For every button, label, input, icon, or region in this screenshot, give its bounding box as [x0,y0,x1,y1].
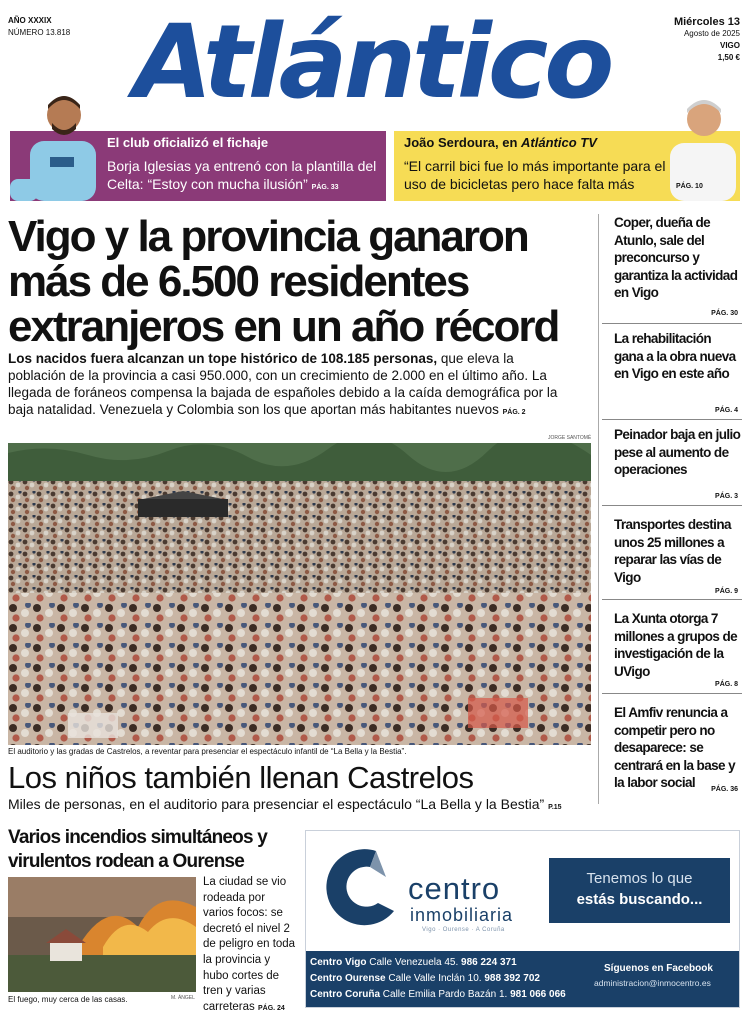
fire-caption: El fuego, muy cerca de las casas. [8,995,128,1004]
teaser-right-page: PÁG. 10 [676,183,703,190]
fire-body: La ciudad se vio rodeada por varios focos: se decretó el nivel 2 de peligro en toda la provincia y hubo cortes de tren y varias carreteras PÁG. 24 [203,876,296,1013]
ad-office-coruna: Centro Coruña Calle Emilia Pardo Bazán 1. 981 066 066 [310,989,566,1000]
ad-facebook[interactable]: Síguenos en Facebook [604,963,713,974]
right-story-1[interactable] [602,214,742,324]
right-story-3-title: Peinador baja en julio pese al aumento de operaciones [614,427,741,477]
ad-slogan-line2: estás buscando... [576,891,703,908]
teaser-celta[interactable] [10,131,386,201]
real-estate-ad[interactable] [305,830,740,1008]
ad-brand-name: centro [408,871,501,906]
right-story-3-page: PÁG. 3 [715,493,738,500]
main-deck-page: PÁG. 2 [502,409,526,416]
footballer-photo-icon [10,87,102,201]
sub-deck-page: P.15 [548,804,562,811]
teaser-right-body: “El carril bici fue lo más importante para el uso de bicicletas pero hace falta más [404,158,666,192]
right-story-4[interactable] [602,516,742,600]
main-deck-lead: Los nacidos fuera alcanzan un tope histórico de 108.185 personas, [8,351,438,366]
ad-cities: Vigo · Ourense · A Coruña [422,927,505,933]
centro-logo-icon [316,841,406,931]
sub-headline[interactable]: Los niños también llenan Castrelos [8,760,474,795]
ad-office-ourense: Centro Ourense Calle Valle Inclán 10. 988 392 702 [310,973,540,984]
right-story-4-title: Transportes destina unos 25 millones a reparar las vías de Vigo [614,517,731,585]
ad-contact-bar [306,951,739,1007]
fire-photo[interactable] [8,877,196,992]
price-label: 1,50 € [717,53,740,62]
right-story-1-page: PÁG. 30 [711,310,738,317]
issue-number: NÚMERO 13.818 [8,28,71,37]
right-story-2-title: La rehabilitación gana a la obra nueva en Vigo en este año [614,331,736,381]
date-month-year: Agosto de 2025 [683,29,740,38]
photo-credit: JORGE SANTOMÉ [548,435,592,441]
right-story-6-page: PÁG. 36 [711,786,738,793]
issue-meta [8,15,70,39]
sub-deck: Miles de personas, en el auditorio para presenciar el espectáculo “La Bella y la Bestia” P.15 [8,796,562,812]
right-story-6[interactable] [602,704,742,804]
ad-brand-sub: inmobiliaria [410,905,514,925]
fire-headline[interactable]: Varios incendios simultáneos y virulentos rodean a Ourense [8,827,267,872]
right-story-5-title: La Xunta otorga 7 millones a grupos de investigación de la UVigo [614,611,738,679]
teaser-left-page: PÁG. 33 [311,184,339,191]
right-story-3[interactable] [602,426,742,506]
date-day: Miércoles 13 [673,16,740,28]
right-story-5[interactable] [602,610,742,694]
newspaper-logo[interactable]: Atlántico [133,3,611,122]
teaser-left-body: Borja Iglesias ya entrenó con la plantilla del Celta: “Estoy con mucha ilusión” PÁG. 33 [107,158,377,192]
fire-credit: M. ÁNGEL [171,995,195,1001]
right-story-1-title: Coper, dueña de Atunlo, sale del preconcurso y garantiza la actividad en Vigo [614,215,738,300]
teaser-right-title: João Serdoura, en Atlántico TV [404,135,597,150]
edition-label: VIGO [719,41,740,50]
right-story-2[interactable] [602,330,742,420]
crowd-image-icon [8,443,591,745]
main-deck-text: que eleva la población de la provincia a casi 950.000, con un crecimiento de 2.000 en el último año. La llegada de foráneos compensa la bajada de españoles debido a la caída demográfica por la baja natalidad. Venezuela y Colombia son los que aportan más habitantes nuevos [8,351,558,417]
photo-caption: El auditorio y las gradas de Castrelos, a reventar para presenciar el espectáculo infantil de “La Bella y la Bestia”. [8,747,407,756]
crowd-photo[interactable] [8,443,591,745]
teaser-atlantico-tv[interactable] [394,131,740,201]
fire-image-icon [8,877,196,992]
right-story-4-page: PÁG. 9 [715,588,738,595]
column-divider [598,214,599,804]
year-label: AÑO XXXIX [8,16,52,25]
main-deck [8,350,568,421]
right-story-2-page: PÁG. 4 [715,407,738,414]
date-meta [674,16,740,64]
right-story-5-page: PÁG. 8 [715,681,738,688]
ad-office-vigo: Centro Vigo Calle Venezuela 45. 986 224 371 [310,957,517,968]
main-headline[interactable]: Vigo y la provincia ganaron más de 6.500 residentes extranjeros en un año récord [8,212,559,351]
ad-slogan-box [549,858,730,923]
ad-email[interactable]: administracion@inmocentro.es [594,978,711,988]
right-story-6-title: El Amfiv renuncia a competir pero no desaparece: se centrará en la base y la labor social [614,705,735,790]
fire-page: PÁG. 24 [257,1004,285,1012]
teaser-left-title: El club oficializó el fichaje [107,135,269,150]
ad-slogan-line1: Tenemos lo que [586,870,693,887]
